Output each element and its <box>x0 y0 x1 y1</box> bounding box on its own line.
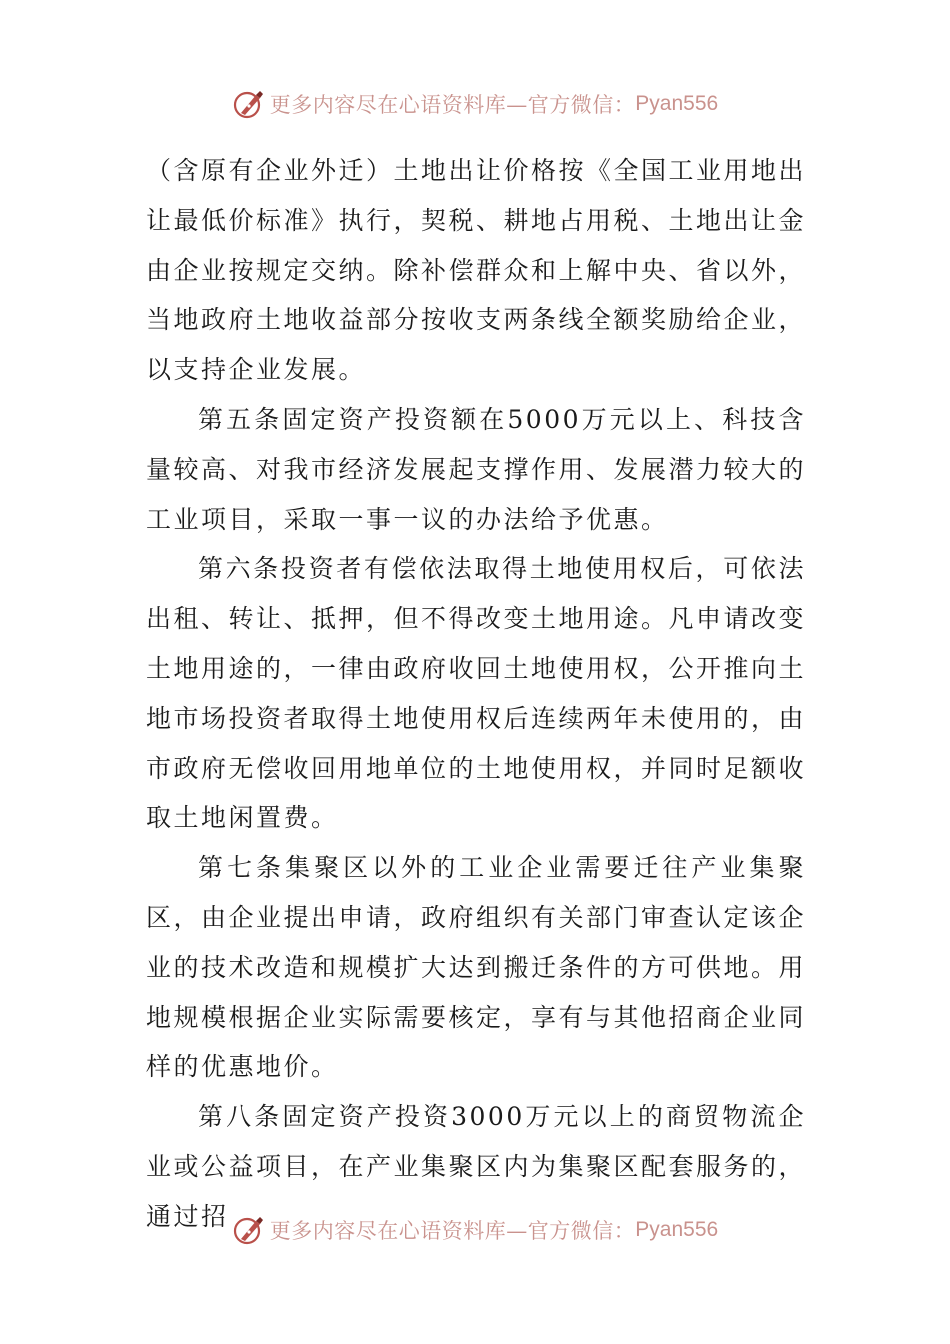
header-watermark <box>0 84 950 124</box>
pen-nib-circle-icon <box>232 87 266 121</box>
paragraph-article-7: 第七条集聚区以外的工业企业需要迁往产业集聚区，由企业提出申请，政府组织有关部门审查认定该企业的技术改造和规模扩大达到搬迁条件的方可供地。用地规模根据企业实际需要核定，享有与其他招商企业同样的优惠地价。 <box>146 853 807 1082</box>
paragraph-article-5: 第五条固定资产投资额在5000万元以上、科技含量较高、对我市经济发展起支撑作用、发展潜力较大的工业项目，采取一事一议的办法给予优惠。 <box>146 404 807 534</box>
watermark-wechat-id: Pyan556 <box>635 1218 719 1241</box>
watermark-wechat-id: Pyan556 <box>635 92 719 115</box>
watermark-text: 更多内容尽在心语资料库—官方微信： <box>269 93 636 117</box>
document-body <box>146 146 806 1242</box>
paragraph-article-6: 第六条投资者有偿依法取得土地使用权后，可依法出租、转让、抵押，但不得改变土地用途。凡申请改变土地用途的，一律由政府收回土地使用权，公开推向土地市场投资者取得土地使用权后连续两年未使用的，由市政府无偿收回用地单位的土地使用权，并同时足额收取土地闲置费。 <box>146 554 807 833</box>
pen-nib-circle-icon <box>232 1213 266 1247</box>
paragraph-article-8: 第八条固定资产投资3000万元以上的商贸物流企业或公益项目，在产业集聚区内为集聚区配套服务的，通过招 <box>146 1102 807 1231</box>
watermark-text: 更多内容尽在心语资料库—官方微信： <box>269 1219 636 1243</box>
footer-watermark <box>0 1210 950 1250</box>
paragraph-continuation: （含原有企业外迁）土地出让价格按《全国工业用地出让最低价标准》执行，契税、耕地占用税、土地出让金由企业按规定交纳。除补偿群众和上解中央、省以外，当地政府土地收益部分按收支两条线全额奖励给企业，以支持企业发展。 <box>146 156 807 385</box>
